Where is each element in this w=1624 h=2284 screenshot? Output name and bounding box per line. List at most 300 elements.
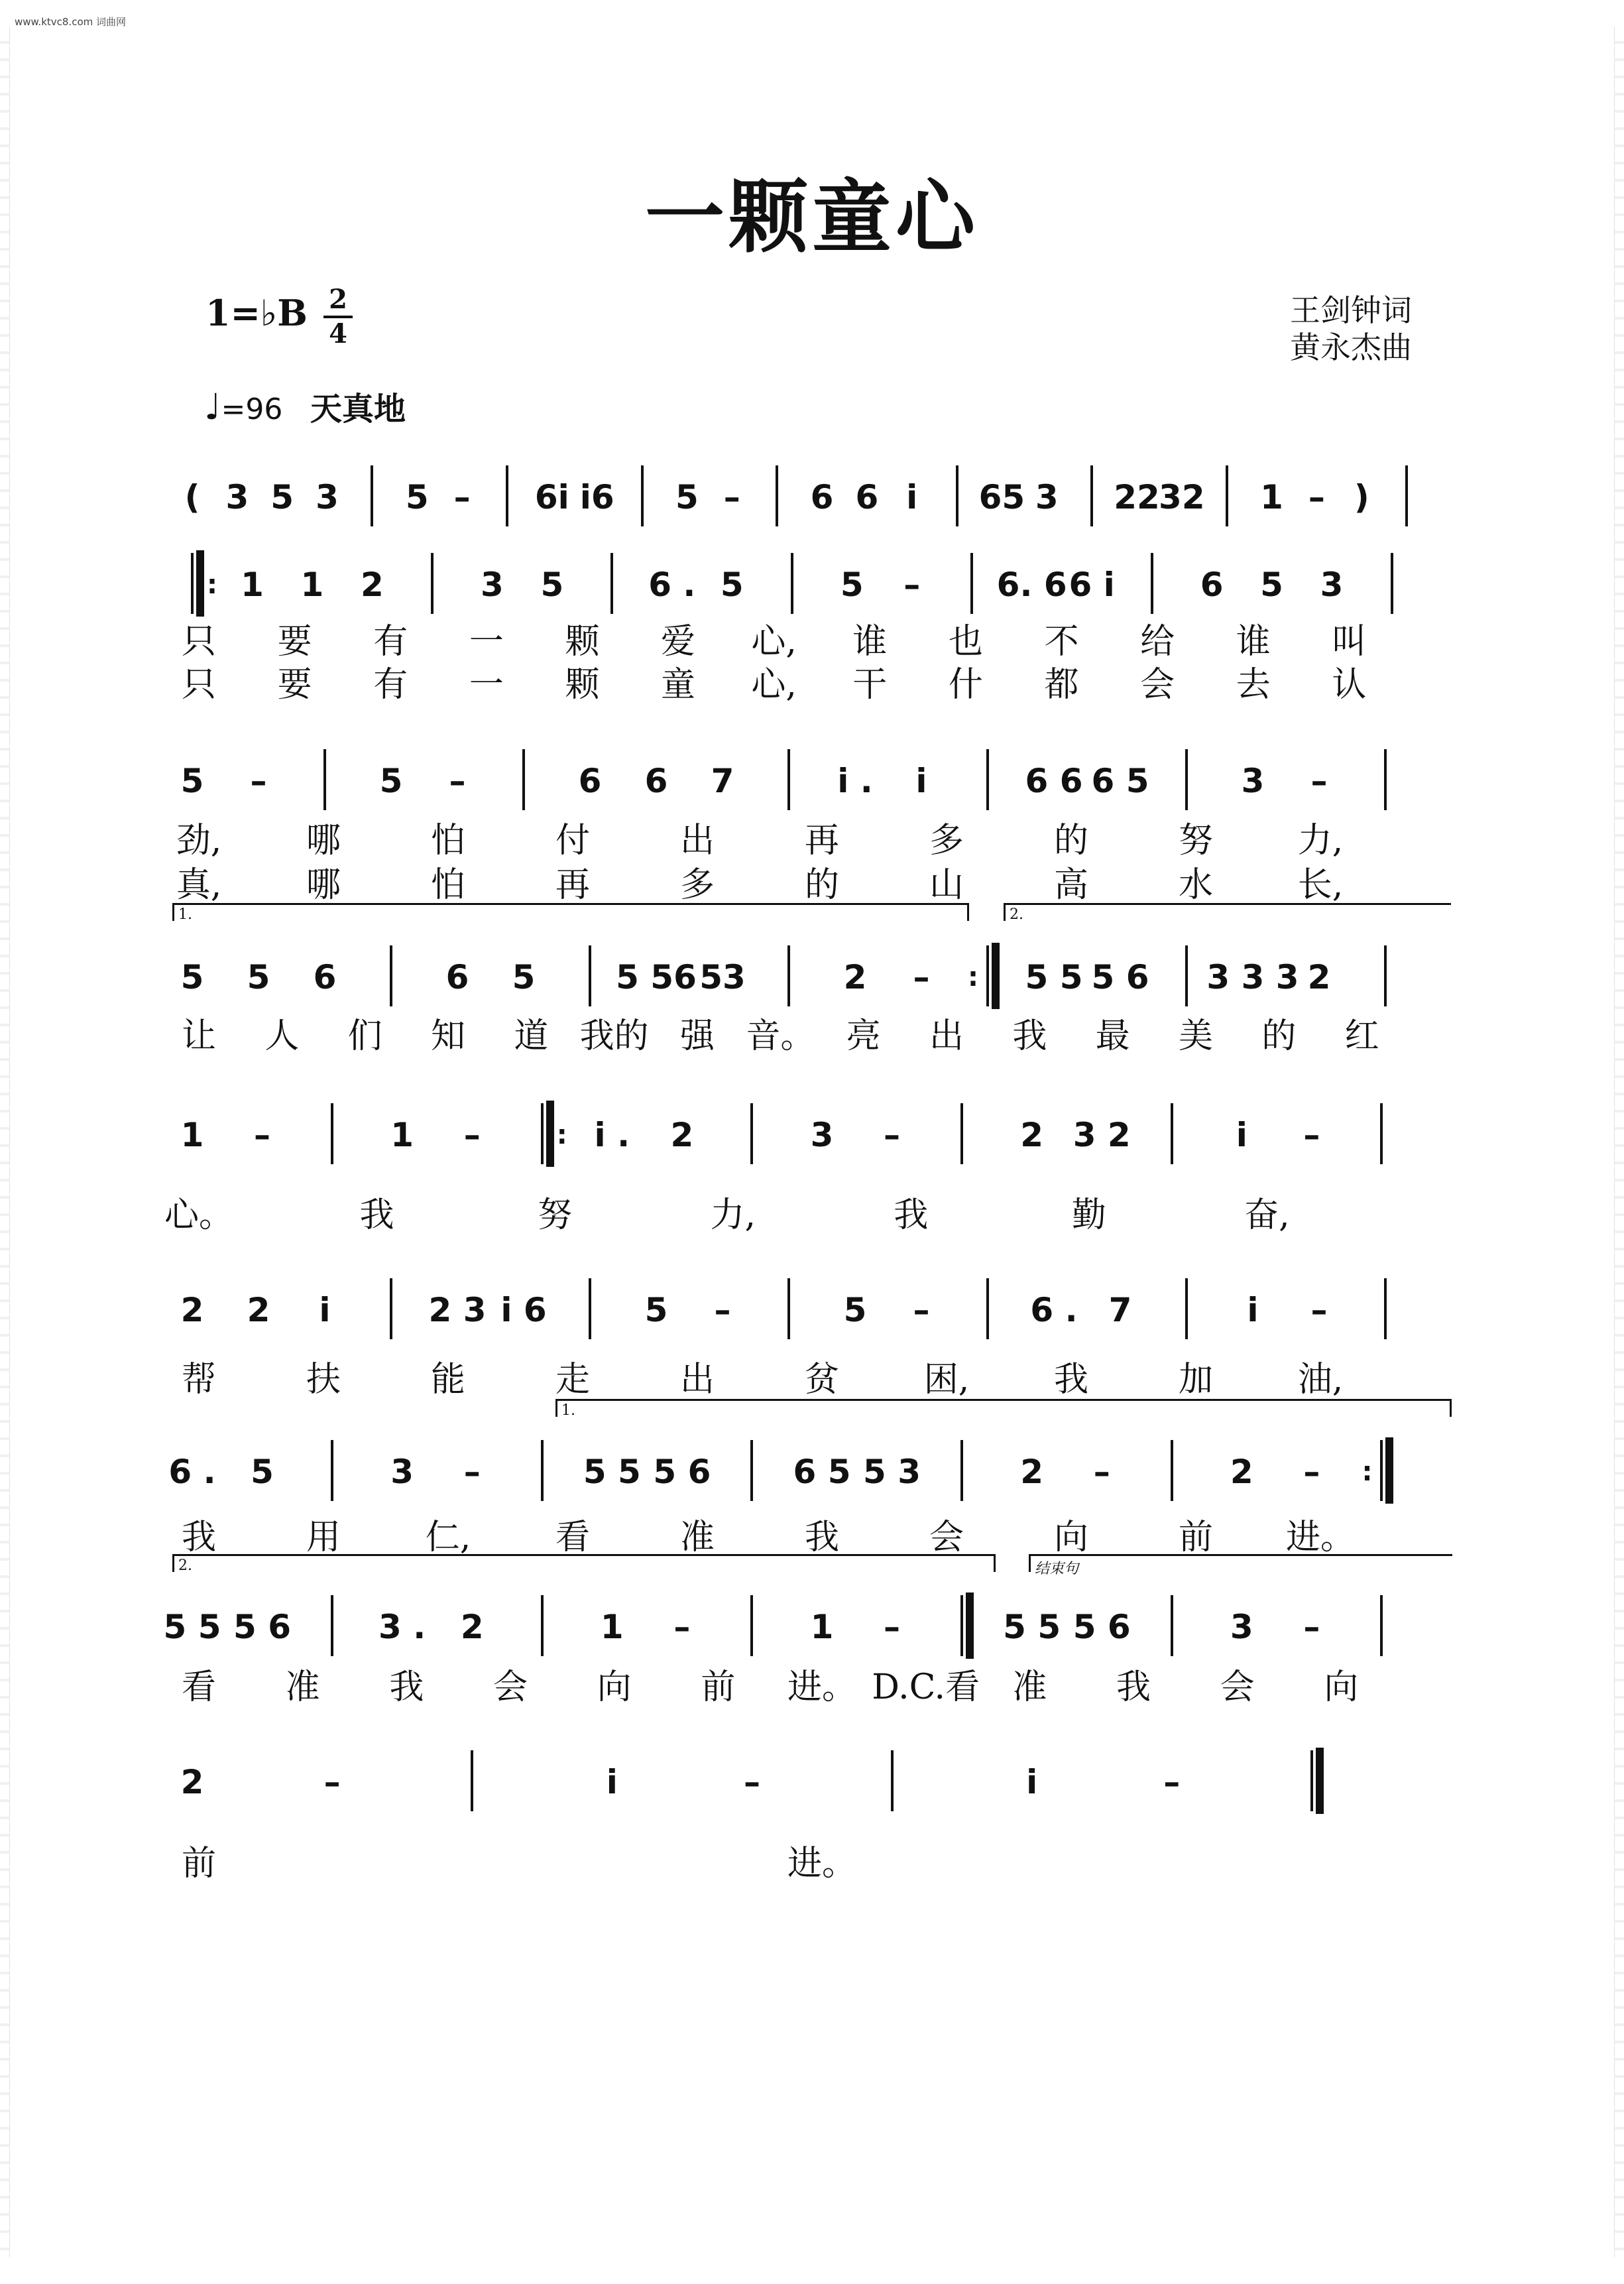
notation-row-1 xyxy=(179,477,1452,544)
lyric-line-2 xyxy=(179,656,1452,705)
lyric-line-8 xyxy=(179,1509,1452,1557)
note: 5 xyxy=(1260,566,1283,604)
note: 5 xyxy=(247,958,270,996)
note: – xyxy=(1303,1116,1320,1154)
barline xyxy=(787,1278,790,1339)
lyric-line-9 xyxy=(179,1659,1452,1707)
note: 2 xyxy=(180,1763,204,1801)
lyric-char: 前 xyxy=(1178,1518,1214,1557)
ending-bracket: 结束句 xyxy=(1029,1554,1452,1572)
lyric-char: 长, xyxy=(1297,865,1344,905)
lyric-char: 哪 xyxy=(306,865,341,905)
note: 5 6 xyxy=(1073,1608,1131,1646)
lyric-char: 要 xyxy=(277,622,312,662)
note: – xyxy=(250,762,267,800)
note: 6i xyxy=(534,478,569,516)
meter-top: 2 xyxy=(323,284,353,318)
barline xyxy=(1171,1440,1173,1501)
lyric-char: 力, xyxy=(710,1195,756,1235)
lyric-char: 会 xyxy=(1140,665,1175,705)
tempo-value: =96 xyxy=(221,392,283,426)
barline xyxy=(986,749,989,810)
note: – xyxy=(463,1453,481,1491)
barline xyxy=(750,1440,753,1501)
barline xyxy=(1384,749,1387,810)
time-signature xyxy=(323,284,353,350)
double-barline xyxy=(1380,1440,1383,1501)
lyric-char: 我 xyxy=(181,1518,217,1557)
note: 3 xyxy=(390,1453,414,1491)
lyric-char: 哪 xyxy=(306,821,341,861)
barline xyxy=(431,553,434,614)
barline xyxy=(1171,1595,1173,1656)
note: 2 xyxy=(460,1608,484,1646)
lyric-char: 努 xyxy=(1178,821,1214,861)
notation-row-7 xyxy=(168,1452,1452,1518)
lyric-char: 只 xyxy=(181,622,217,662)
note: 3 xyxy=(1035,478,1059,516)
credits xyxy=(1290,292,1412,366)
note: – xyxy=(323,1763,341,1801)
meter-bottom: 4 xyxy=(329,318,347,349)
lyric-char: 我 xyxy=(804,1518,840,1557)
barline xyxy=(1391,553,1393,614)
note: i xyxy=(906,478,918,516)
barline xyxy=(541,1440,544,1501)
note: 2 xyxy=(247,1291,270,1329)
lyric-char: 红 xyxy=(1344,1016,1379,1056)
note: 5 xyxy=(270,478,294,516)
note: 5 6 xyxy=(1091,958,1149,996)
lyric-char: 心。 xyxy=(164,1195,234,1235)
lyric-char: 一 xyxy=(469,665,504,705)
lyric-char: 真, xyxy=(176,865,222,905)
lyric-char: 向 xyxy=(1053,1518,1089,1557)
lyric-char: 我 xyxy=(1012,1016,1047,1056)
note: 1 xyxy=(1260,478,1283,516)
lyric-char: 勤 xyxy=(1071,1195,1106,1235)
barline xyxy=(750,1595,753,1656)
lyricist: 王剑钟词 xyxy=(1290,292,1412,328)
note: 6 xyxy=(578,762,602,800)
note: 1 xyxy=(180,1116,204,1154)
note: – xyxy=(254,1116,271,1154)
note: 5 xyxy=(180,762,204,800)
barline xyxy=(1171,1103,1173,1164)
lyric-char: D.C.看 xyxy=(872,1667,980,1707)
lyric-char: 会 xyxy=(929,1518,964,1557)
lyric-char: 叫 xyxy=(1332,622,1367,662)
note: 22 xyxy=(1114,478,1160,516)
notation-row-5 xyxy=(179,1115,1452,1181)
barline xyxy=(506,465,508,526)
volta-bracket-2: 2. xyxy=(1004,903,1451,921)
lyric-char: 认 xyxy=(1332,665,1367,705)
lyric-char: 高 xyxy=(1053,865,1089,905)
barline xyxy=(323,749,326,810)
barline xyxy=(891,1750,894,1811)
note: 2 3 xyxy=(428,1291,487,1329)
lyric-char: 一 xyxy=(469,622,504,662)
lyric-char: 付 xyxy=(555,821,591,861)
lyric-char: 什 xyxy=(948,665,983,705)
lyric-char: 我 xyxy=(359,1195,394,1235)
note: 65 xyxy=(978,478,1025,516)
barline xyxy=(787,945,790,1006)
lyric-char: 奋, xyxy=(1244,1195,1290,1235)
lyric-line-5 xyxy=(179,1008,1452,1056)
repeat-sign: : xyxy=(556,1120,567,1150)
lyric-char: 都 xyxy=(1044,665,1079,705)
note: 1 xyxy=(390,1116,414,1154)
note: i xyxy=(1026,1763,1038,1801)
lyric-char: 我 xyxy=(1053,1360,1089,1400)
lyric-char: 亮 xyxy=(846,1016,881,1056)
lyric-char: 不 xyxy=(1044,622,1079,662)
note: 6 xyxy=(313,958,337,996)
note: – xyxy=(1093,1453,1110,1491)
double-barline xyxy=(541,1103,544,1164)
note: – xyxy=(1310,762,1328,800)
barline xyxy=(960,1103,963,1164)
lyric-line-4 xyxy=(176,857,1452,905)
note: 2 xyxy=(1020,1116,1044,1154)
note: 5 6 xyxy=(653,1453,711,1491)
barline xyxy=(1380,1103,1383,1164)
left-border-strip xyxy=(0,27,10,2257)
barline xyxy=(1090,465,1093,526)
lyric-char: 道 xyxy=(514,1016,549,1056)
notation-row-6 xyxy=(179,1290,1452,1356)
note: 5 56 xyxy=(616,958,697,996)
note: 6 xyxy=(855,478,879,516)
lyric-line-3 xyxy=(176,812,1452,861)
barline xyxy=(541,1595,544,1656)
lyric-char: 前 xyxy=(701,1667,736,1707)
lyric-char: 谁 xyxy=(852,622,888,662)
note: i6 xyxy=(579,478,614,516)
lyric-char: 去 xyxy=(1236,665,1271,705)
lyric-char: 只 xyxy=(181,665,217,705)
note: 6 xyxy=(810,478,834,516)
note: 3 xyxy=(225,478,249,516)
note: – xyxy=(714,1291,731,1329)
note: – xyxy=(453,478,471,516)
note: 2 xyxy=(843,958,867,996)
note: 5 xyxy=(843,1291,867,1329)
double-barline xyxy=(986,945,989,1006)
note: 5 xyxy=(379,762,403,800)
note: 7 xyxy=(711,762,734,800)
lyric-char: 干 xyxy=(852,665,888,705)
barline xyxy=(1405,465,1408,526)
lyric-char: 的 xyxy=(1053,821,1089,861)
note: 5 3 xyxy=(863,1453,921,1491)
note: 3 xyxy=(1320,566,1344,604)
double-barline xyxy=(960,1595,963,1656)
note: i 6 xyxy=(500,1291,547,1329)
note: – xyxy=(1310,1291,1328,1329)
lyric-char: 强 xyxy=(679,1016,715,1056)
note: 6 i xyxy=(1069,566,1115,604)
note: 6 xyxy=(445,958,469,996)
lyric-char: 前 xyxy=(181,1844,217,1884)
note: – xyxy=(884,1116,901,1154)
note: 3 xyxy=(316,478,339,516)
lyric-char: 贫 xyxy=(804,1360,840,1400)
note: 6 . xyxy=(168,1453,216,1491)
note: 2 xyxy=(1230,1453,1253,1491)
lyric-char: 的 xyxy=(1261,1016,1297,1056)
composer: 黄永杰曲 xyxy=(1290,330,1412,365)
lyric-char: 进。 xyxy=(1285,1518,1356,1557)
barline xyxy=(1185,945,1188,1006)
note: 2 xyxy=(1307,958,1331,996)
note: 2 xyxy=(1020,1453,1044,1491)
lyric-char: 进。 xyxy=(787,1667,857,1707)
note: – xyxy=(913,1291,930,1329)
barline xyxy=(956,465,958,526)
lyric-char: 能 xyxy=(430,1360,466,1400)
note: 5 xyxy=(675,478,699,516)
note: 6 5 xyxy=(1091,762,1149,800)
lyric-char: 加 xyxy=(1178,1360,1214,1400)
note: 53 xyxy=(699,958,746,996)
barline xyxy=(390,945,392,1006)
note: 6 6 xyxy=(1025,762,1083,800)
barline xyxy=(371,465,373,526)
repeat-sign: : xyxy=(968,962,978,992)
note: i xyxy=(1236,1116,1247,1154)
note: 5 xyxy=(180,958,204,996)
lyric-char: 油, xyxy=(1297,1360,1344,1400)
lyric-char: 进。 xyxy=(787,1844,857,1884)
barline xyxy=(787,749,790,810)
lyric-char: 颗 xyxy=(565,622,600,662)
note: 5 xyxy=(512,958,536,996)
notation-row-9 xyxy=(179,1762,1452,1829)
lyric-char: 们 xyxy=(347,1016,382,1056)
note: 3 3 3 xyxy=(1206,958,1299,996)
barline xyxy=(471,1750,473,1811)
barline xyxy=(390,1278,392,1339)
note: 6. 6 xyxy=(996,566,1067,604)
note: i . xyxy=(837,762,873,800)
note: – xyxy=(743,1763,760,1801)
barline xyxy=(1185,749,1188,810)
repeat-sign: : xyxy=(1362,1457,1373,1487)
lyric-char: 出 xyxy=(679,821,715,861)
lyric-char: 我 xyxy=(1116,1667,1151,1707)
note: 2 xyxy=(361,566,384,604)
site-footer xyxy=(1578,2255,1597,2269)
note: – xyxy=(913,958,930,996)
note: – xyxy=(673,1608,691,1646)
barline xyxy=(589,1278,591,1339)
lyric-char: 再 xyxy=(804,821,840,861)
lyric-char: 的 xyxy=(804,865,840,905)
lyric-char: 准 xyxy=(679,1518,715,1557)
lyric-char: 多 xyxy=(929,821,964,861)
lyric-char: 力, xyxy=(1297,821,1344,861)
lyric-char: 美 xyxy=(1178,1016,1214,1056)
barline xyxy=(750,1103,753,1164)
lyric-char: 人 xyxy=(264,1016,300,1056)
barline xyxy=(1380,1595,1383,1656)
barline xyxy=(1384,945,1387,1006)
note: i xyxy=(915,762,927,800)
lyric-char: 要 xyxy=(277,665,312,705)
note: 3 xyxy=(810,1116,834,1154)
note: – xyxy=(723,478,740,516)
note: – xyxy=(1308,478,1325,516)
note: 5 5 xyxy=(583,1453,641,1491)
volta-bracket-2b: 2. xyxy=(172,1554,996,1572)
lyric-char: 仁, xyxy=(425,1518,471,1557)
note: 3 xyxy=(480,566,504,604)
note: 1 xyxy=(600,1608,624,1646)
note: 7 xyxy=(1108,1291,1132,1329)
barline xyxy=(776,465,778,526)
right-border-strip xyxy=(1614,27,1624,2257)
barline xyxy=(331,1103,333,1164)
lyric-char: 困, xyxy=(923,1360,970,1400)
lyric-char: 也 xyxy=(948,622,983,662)
lyric-char: 谁 xyxy=(1236,622,1271,662)
lyric-char: 我 xyxy=(389,1667,424,1707)
lyric-char: 出 xyxy=(929,1016,964,1056)
note: 3 . xyxy=(378,1608,426,1646)
volta-bracket-1b: 1. xyxy=(555,1399,1452,1417)
barline xyxy=(1226,465,1228,526)
lyric-char: 用 xyxy=(306,1518,341,1557)
note: – xyxy=(1303,1453,1320,1491)
repeat-sign: : xyxy=(207,570,217,600)
lyric-line-1 xyxy=(179,613,1452,662)
lyric-char: 心, xyxy=(751,665,797,705)
lyric-char: 心, xyxy=(751,622,797,662)
note: 6 . xyxy=(1030,1291,1078,1329)
double-barline xyxy=(1310,1750,1313,1811)
double-barline xyxy=(191,553,194,614)
lyric-char: 我 xyxy=(894,1195,929,1235)
note: 6 xyxy=(644,762,668,800)
lyric-char: 有 xyxy=(373,665,408,705)
lyric-char: 会 xyxy=(493,1667,528,1707)
lyric-char: 劲, xyxy=(176,821,222,861)
note: 1 xyxy=(241,566,264,604)
lyric-char: 努 xyxy=(538,1195,573,1235)
note: 5 xyxy=(251,1453,274,1491)
lyric-line-6 xyxy=(164,1187,1452,1235)
note: 5 xyxy=(540,566,564,604)
lyric-char: 向 xyxy=(1324,1667,1359,1707)
lyric-line-10 xyxy=(179,1835,1452,1884)
lyric-char: 走 xyxy=(555,1360,591,1400)
lyric-char: 出 xyxy=(679,1360,715,1400)
barline xyxy=(1384,1278,1387,1339)
note: 5 5 xyxy=(1003,1608,1061,1646)
note: 32 xyxy=(1159,478,1205,516)
note: i . xyxy=(594,1116,630,1154)
lyric-char: 水 xyxy=(1178,865,1214,905)
quarter-note-icon: ♩ xyxy=(204,386,221,428)
note: 5 5 xyxy=(163,1608,221,1646)
note: – xyxy=(449,762,466,800)
lyric-char: 知 xyxy=(430,1016,466,1056)
lyric-line-7 xyxy=(179,1351,1452,1400)
volta-bracket-1: 1. xyxy=(172,903,969,921)
lyric-char: 怕 xyxy=(430,821,466,861)
lyric-char: 准 xyxy=(285,1667,320,1707)
lyric-char: 我的 xyxy=(579,1016,649,1056)
lyric-char: 爱 xyxy=(661,622,696,662)
note: 5 5 xyxy=(1025,958,1083,996)
lyric-char: 看 xyxy=(555,1518,591,1557)
barline xyxy=(1151,553,1153,614)
barline xyxy=(589,945,591,1006)
tempo-marking xyxy=(204,386,282,428)
lyric-char: 扶 xyxy=(306,1360,341,1400)
note: 5 xyxy=(405,478,429,516)
note: – xyxy=(903,566,921,604)
lyric-char: 帮 xyxy=(181,1360,217,1400)
note: 2 xyxy=(670,1116,694,1154)
expression-marking: 天真地 xyxy=(310,391,406,428)
note: 6 . xyxy=(648,566,696,604)
note: 1 xyxy=(300,566,324,604)
lyric-char: 颗 xyxy=(565,665,600,705)
barline xyxy=(331,1595,333,1656)
lyric-char: 再 xyxy=(555,865,591,905)
lyric-char: 多 xyxy=(679,865,715,905)
lyric-char: 最 xyxy=(1095,1016,1130,1056)
note: – xyxy=(884,1608,901,1646)
lyric-char: 有 xyxy=(373,622,408,662)
note: – xyxy=(463,1116,481,1154)
note: ) xyxy=(1354,478,1369,516)
note: 3 xyxy=(1241,762,1265,800)
lyric-char: 会 xyxy=(1220,1667,1255,1707)
note: ( xyxy=(184,478,200,516)
note: i xyxy=(1247,1291,1259,1329)
note: 5 xyxy=(720,566,744,604)
lyric-char: 向 xyxy=(597,1667,632,1707)
barline xyxy=(610,553,613,614)
barline xyxy=(960,1440,963,1501)
lyric-char: 山 xyxy=(929,865,964,905)
lyric-char: 准 xyxy=(1012,1667,1047,1707)
note: – xyxy=(1163,1763,1181,1801)
barline xyxy=(1185,1278,1188,1339)
lyric-char: 怕 xyxy=(430,865,466,905)
site-url: www.ktvc8.com 词曲网 xyxy=(15,16,127,28)
note: i xyxy=(606,1763,618,1801)
note: 6 xyxy=(1200,566,1224,604)
note: i xyxy=(319,1291,331,1329)
lyric-char: 让 xyxy=(181,1016,217,1056)
lyric-char: 音。 xyxy=(746,1016,815,1056)
barline xyxy=(641,465,644,526)
lyric-char: 给 xyxy=(1140,622,1175,662)
note: 1 xyxy=(810,1608,834,1646)
note: 3 xyxy=(1230,1608,1253,1646)
note: – xyxy=(1303,1608,1320,1646)
note: 5 xyxy=(840,566,864,604)
lyric-char: 看 xyxy=(181,1667,217,1707)
lyric-char: 童 xyxy=(661,665,696,705)
note: 2 xyxy=(180,1291,204,1329)
